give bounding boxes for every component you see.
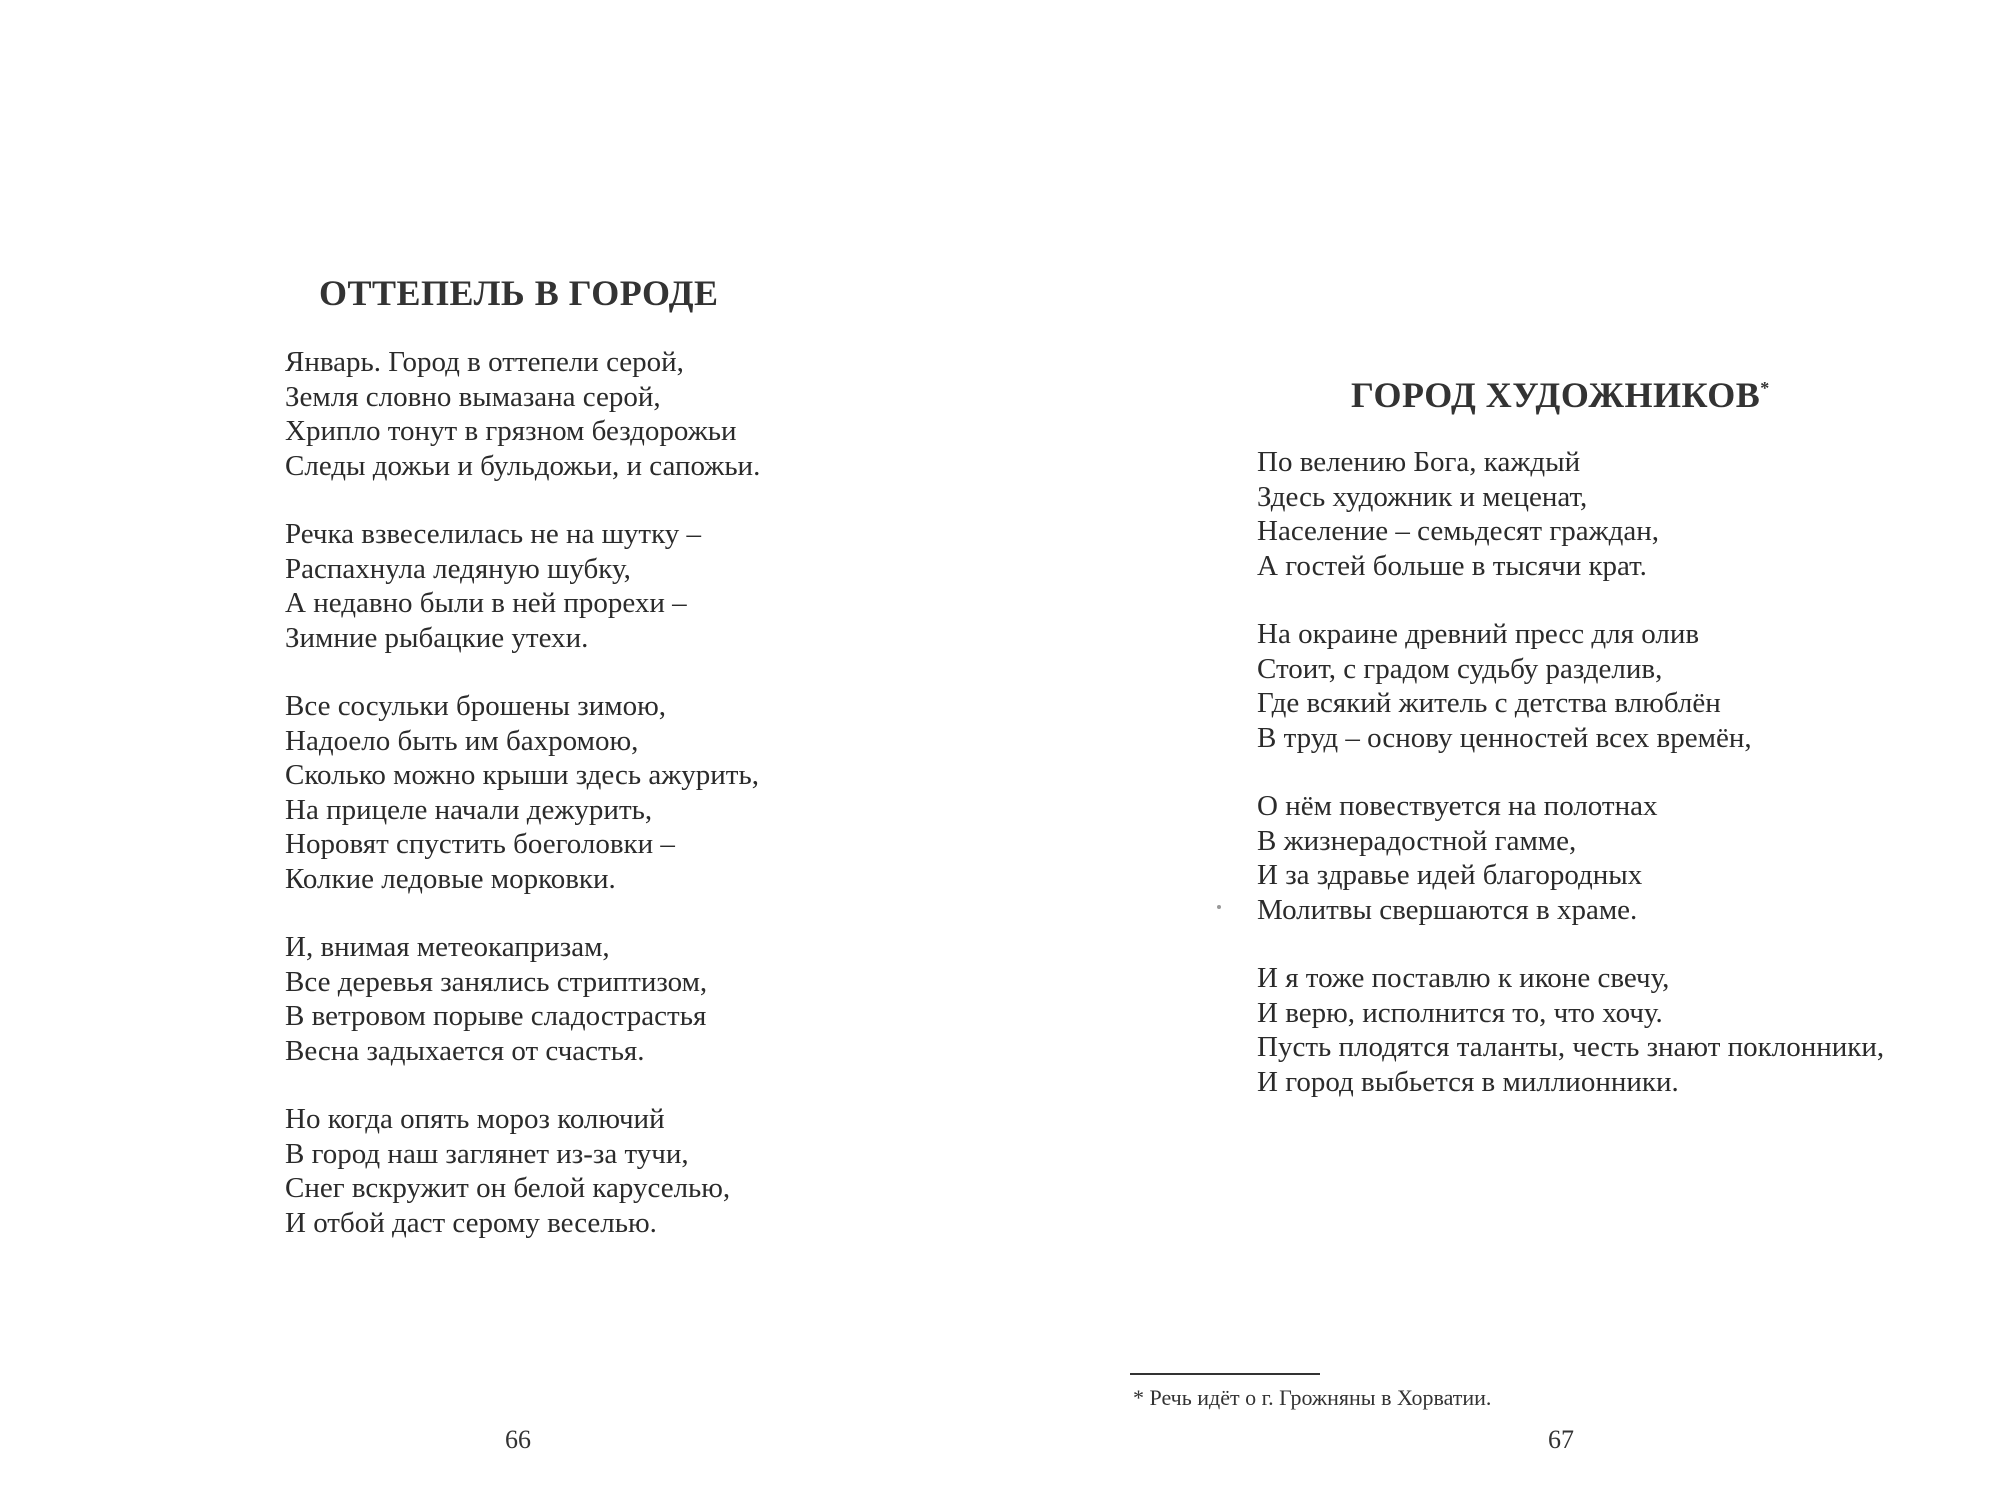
poem-line: О нём повествуется на полотнах <box>1257 790 1658 822</box>
poem-line: Норовят спустить боеголовки – <box>285 828 675 860</box>
poem-line: А недавно были в ней прорехи – <box>285 587 687 619</box>
stanza <box>285 517 760 655</box>
poem-line: Сколько можно крыши здесь ажурить, <box>285 759 759 791</box>
poem-line: В город наш заглянет из-за тучи, <box>285 1137 689 1170</box>
poem-line: А гостей больше в тысячи крат. <box>1257 549 1647 582</box>
poem-line: Где всякий житель с детства влюблён <box>1257 687 1721 719</box>
poem-line: И, внимая метеокапризам, <box>285 931 610 963</box>
stanza <box>285 345 760 483</box>
poem-line: Пусть плодятся таланты, честь знают поклонники, <box>1257 1031 1885 1063</box>
poem-line: В труд – основу ценностей всех времён, <box>1257 721 1752 754</box>
footnote-divider <box>1130 1373 1320 1375</box>
poem-line: И верю, исполнится то, что хочу. <box>1257 996 1663 1029</box>
poem-line: На прицеле начали дежурить, <box>285 793 653 826</box>
footnote-marker: * <box>1760 378 1770 398</box>
poem-line: Все сосульки брошены зимою, <box>285 690 667 722</box>
poem-line: Распахнула ледяную шубку, <box>285 552 631 585</box>
poem-line: Все деревья занялись стриптизом, <box>285 965 708 998</box>
poem-line: В ветровом порыве сладострастья <box>285 1000 707 1032</box>
poem-title: ОТТЕПЕЛЬ В ГОРОДЕ <box>319 273 719 313</box>
poem-line: Молитвы свершаются в храме. <box>1257 893 1638 926</box>
poem-title <box>1351 374 1770 416</box>
stanza <box>285 930 760 1068</box>
stanza <box>1257 961 1884 1099</box>
poem-line: Речка взвеселилась не на шутку – <box>285 518 702 550</box>
poem-line: На окраине древний пресс для олив <box>1257 618 1700 650</box>
poem-line: Надоело быть им бахромою, <box>285 724 639 757</box>
poem-line: Население – семьдесят граждан, <box>1257 515 1660 547</box>
poem-line: Земля словно вымазана серой, <box>285 380 661 413</box>
poem-line: Следы дожьи и бульдожьи, и сапожьи. <box>285 449 761 482</box>
poem-line: И я тоже поставлю к иконе свечу, <box>1257 962 1670 994</box>
poem-line: Январь. Город в оттепели серой, <box>285 346 684 378</box>
poem-line: В жизнерадостной гамме, <box>1257 824 1577 857</box>
poem-line: И за здравье идей благородных <box>1257 859 1643 891</box>
poem-body <box>1257 445 1884 1133</box>
stanza <box>285 1102 760 1240</box>
poem-line: Хрипло тонут в грязном бездорожьи <box>285 415 737 447</box>
stanza <box>1257 789 1884 927</box>
page-number: 67 <box>1548 1425 1574 1454</box>
page-number: 66 <box>505 1425 531 1454</box>
poem-line: И отбой даст серому веселью. <box>285 1206 657 1239</box>
poem-line: Снег вскружит он белой каруселью, <box>285 1172 731 1204</box>
footnote: * Речь идёт о г. Грожняны в Хорватии. <box>1133 1385 1492 1410</box>
poem-line: Но когда опять мороз колючий <box>285 1103 665 1135</box>
stanza <box>1257 617 1884 755</box>
stanza <box>1257 445 1884 583</box>
poem-line: Стоит, с градом судьбу разделив, <box>1257 652 1663 685</box>
stanza <box>285 689 760 896</box>
print-speck <box>1217 905 1221 909</box>
poem-line: Зимние рыбацкие утехи. <box>285 621 589 654</box>
poem-body <box>285 345 760 1274</box>
poem-line: По велению Бога, каждый <box>1257 446 1581 478</box>
poem-line: Здесь художник и меценат, <box>1257 480 1588 513</box>
poem-line: Колкие ледовые морковки. <box>285 862 616 895</box>
poem-line: Весна задыхается от счастья. <box>285 1034 645 1067</box>
poem-title-text: ГОРОД ХУДОЖНИКОВ <box>1351 375 1761 415</box>
poem-line: И город выбьется в миллионники. <box>1257 1065 1679 1098</box>
right-page <box>1000 0 2000 1498</box>
